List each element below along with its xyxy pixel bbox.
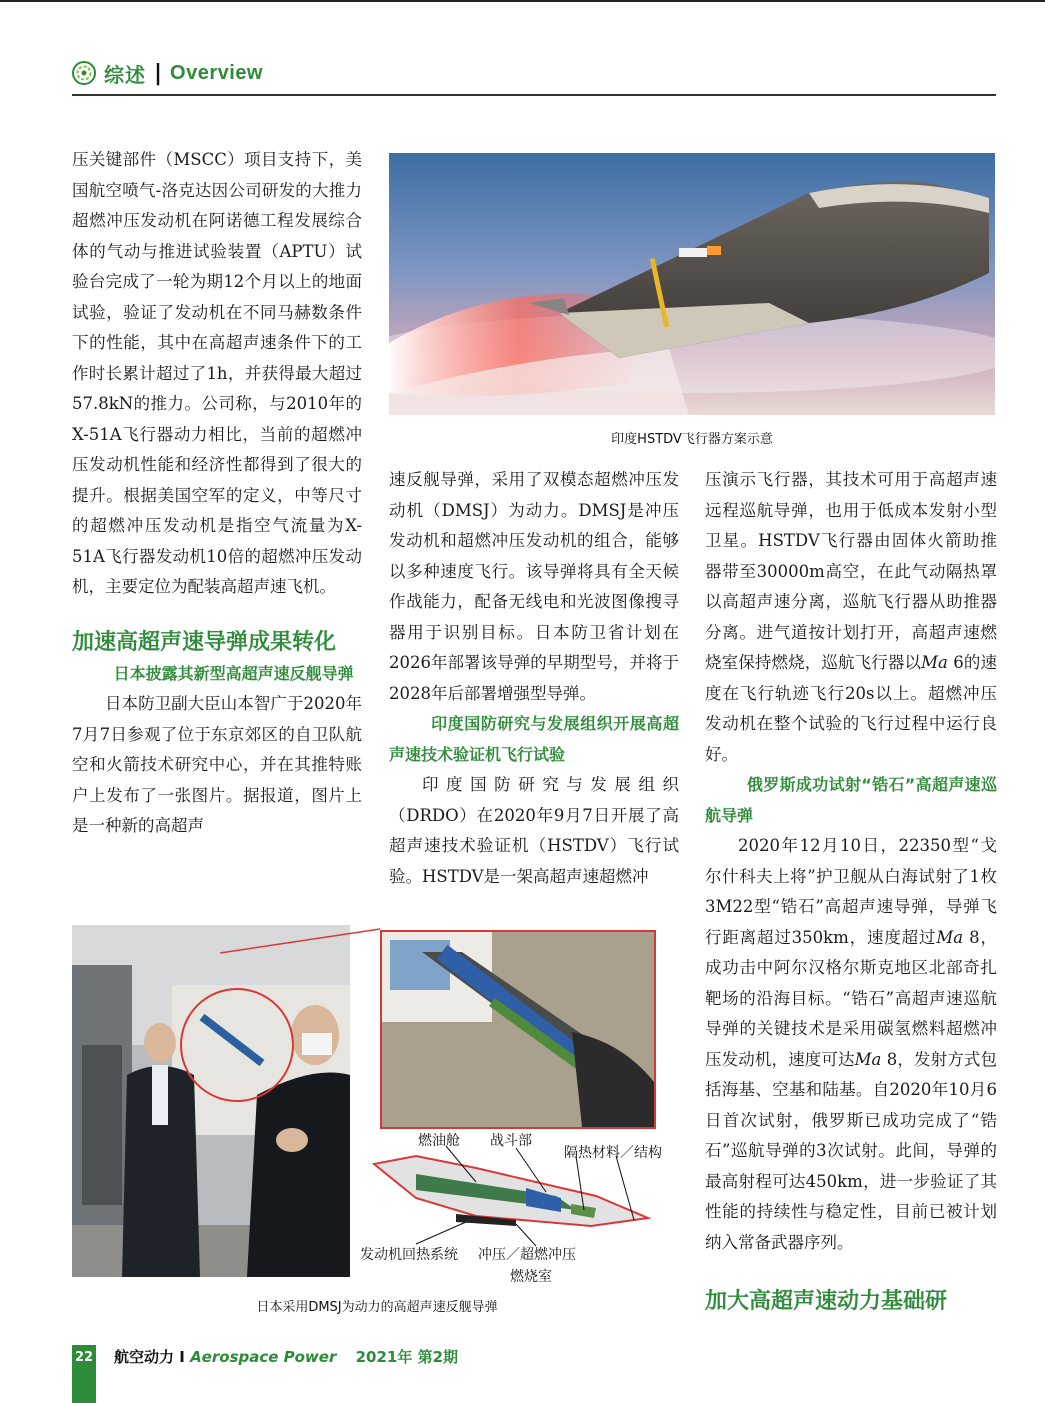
paragraph: 2020年12月10日，22350型“戈尔什科夫上将”护卫舰从白海试射了1枚3M22型“锆石”高超声速导弹，导弹飞行距离超过350km，速度超过Ma 8，成功击中阿尔汉格尔斯克地区北部奇扎靶场的沿海目标。“锆石”高超声速巡航导弹的关键技术是采用碳氢燃料超燃冲压发动机，速度可达Ma 8，发射方式包括海基、空基和陆基。自2020年10月6日首次试射，俄罗斯已成功完成了“锆石”巡航导弹的3次试射。此间，导弹的最高射程可达450km，进一步验证了其性能的持续性与稳定性，目前已被计划纳入常备武器序列。 bbox=[705, 836, 997, 1252]
missile-closeup-photo bbox=[380, 930, 656, 1129]
column-1 bbox=[72, 145, 362, 842]
section-name-zh: 综述 bbox=[104, 62, 146, 87]
diagram-label: 隔热材料／结构 bbox=[564, 1145, 662, 1161]
hstdv-image bbox=[389, 153, 995, 415]
top-border bbox=[0, 0, 1045, 2]
footer-journal bbox=[114, 1346, 458, 1367]
paragraph: 速反舰导弹，采用了双模态超燃冲压发动机（DMSJ）为动力。DMSJ是冲压发动机和超燃冲压发动机的组合，能够以多种速度飞行。该导弹将具有全天候作战能力，配备无线电和光波图像搜寻器用于识别目标。日本防卫省计划在2026年部署该导弹的早期型号，并将于2028年后部署增强型导弹。 bbox=[389, 470, 679, 703]
paragraph: 日本防卫副大臣山本智广于2020年7月7日参观了位于东京郊区的自卫队航空和火箭技术研究中心，并在其推特账户上发布了一张图片。据报道，图片上是一种新的高超声 bbox=[72, 694, 362, 835]
header-rule bbox=[72, 94, 996, 96]
subheading: 日本披露其新型高超声速反舰导弹 bbox=[113, 663, 354, 683]
header-separator: | bbox=[154, 60, 163, 86]
figure-caption: 日本采用DMSJ为动力的高超声速反舰导弹 bbox=[256, 1300, 498, 1315]
footer-separator: I bbox=[179, 1348, 185, 1366]
issue-label: 2021年 第2期 bbox=[355, 1348, 459, 1366]
diagram-label: 战斗部 bbox=[490, 1133, 532, 1149]
paragraph: 印度国防研究与发展组织（DRDO）在2020年9月7日开展了高超声速技术验证机（HSTDV）飞行试验。HSTDV是一架高超声速超燃冲 bbox=[389, 775, 679, 886]
diagram-label: 燃烧室 bbox=[510, 1269, 552, 1285]
callout-line bbox=[220, 925, 385, 955]
journal-logo-icon bbox=[72, 61, 96, 85]
page-number: 22 bbox=[74, 1350, 94, 1365]
figure-caption: 印度HSTDV飞行器方案示意 bbox=[611, 432, 773, 447]
officials-photo bbox=[72, 925, 350, 1277]
diagram-label: 发动机回热系统 bbox=[360, 1247, 458, 1263]
subheading: 俄罗斯成功试射“锆石”高超声速巡航导弹 bbox=[705, 775, 997, 825]
journal-name-zh: 航空动力 bbox=[114, 1348, 175, 1366]
section-header bbox=[72, 58, 263, 88]
paragraph: 压关键部件（MSCC）项目支持下，美国航空喷气-洛克达因公司研发的大推力超燃冲压发动机在阿诺德工程发展综合体的气动与推进试验装置（APTU）试验台完成了一轮为期12个月以上的地面试验，验证了发动机在不同马赫数条件下的性能，其中在高超声速条件下的工作时长累计超过了1h，并获得最大超过57.8kN的推力。公司称，与2010年的X-51A飞行器动力相比，当前的超燃冲压发动机性能和经济性都得到了很大的提升。根据美国空军的定义，中等尺寸的超燃冲压发动机是指空气流量为X-51A飞行器发动机10倍的超燃冲压发动机，主要定位为配装高超声速飞机。 bbox=[72, 150, 362, 596]
subheading: 印度国防研究与发展组织开展高超声速技术验证机飞行试验 bbox=[389, 714, 679, 764]
diagram-label: 燃油舱 bbox=[418, 1133, 460, 1149]
section-title: 加大高超声速动力基础研 bbox=[705, 1289, 948, 1314]
diagram-label: 冲压／超燃冲压 bbox=[478, 1247, 576, 1263]
section-name-en: Overview bbox=[170, 61, 263, 84]
column-3 bbox=[705, 465, 997, 1318]
journal-name-en: Aerospace Power bbox=[190, 1348, 337, 1366]
missile-cutaway-diagram bbox=[356, 1126, 686, 1291]
column-2 bbox=[389, 465, 679, 892]
paragraph: 压演示飞行器，其技术可用于高超声速远程巡航导弹，也用于低成本发射小型卫星。HSTDV飞行器由固体火箭助推器带至30000m高空，在此气动隔热罩以高超声速分离，巡航飞行器从助推器分离。进气道按计划打开，高超声速燃烧室保持燃烧，巡航飞行器以Ma 6的速度在飞行轨迹飞行20s以上。超燃冲压发动机在整个试验的飞行过程中运行良好。 bbox=[705, 470, 997, 764]
section-title: 加速高超声速导弹成果转化 bbox=[72, 629, 337, 655]
